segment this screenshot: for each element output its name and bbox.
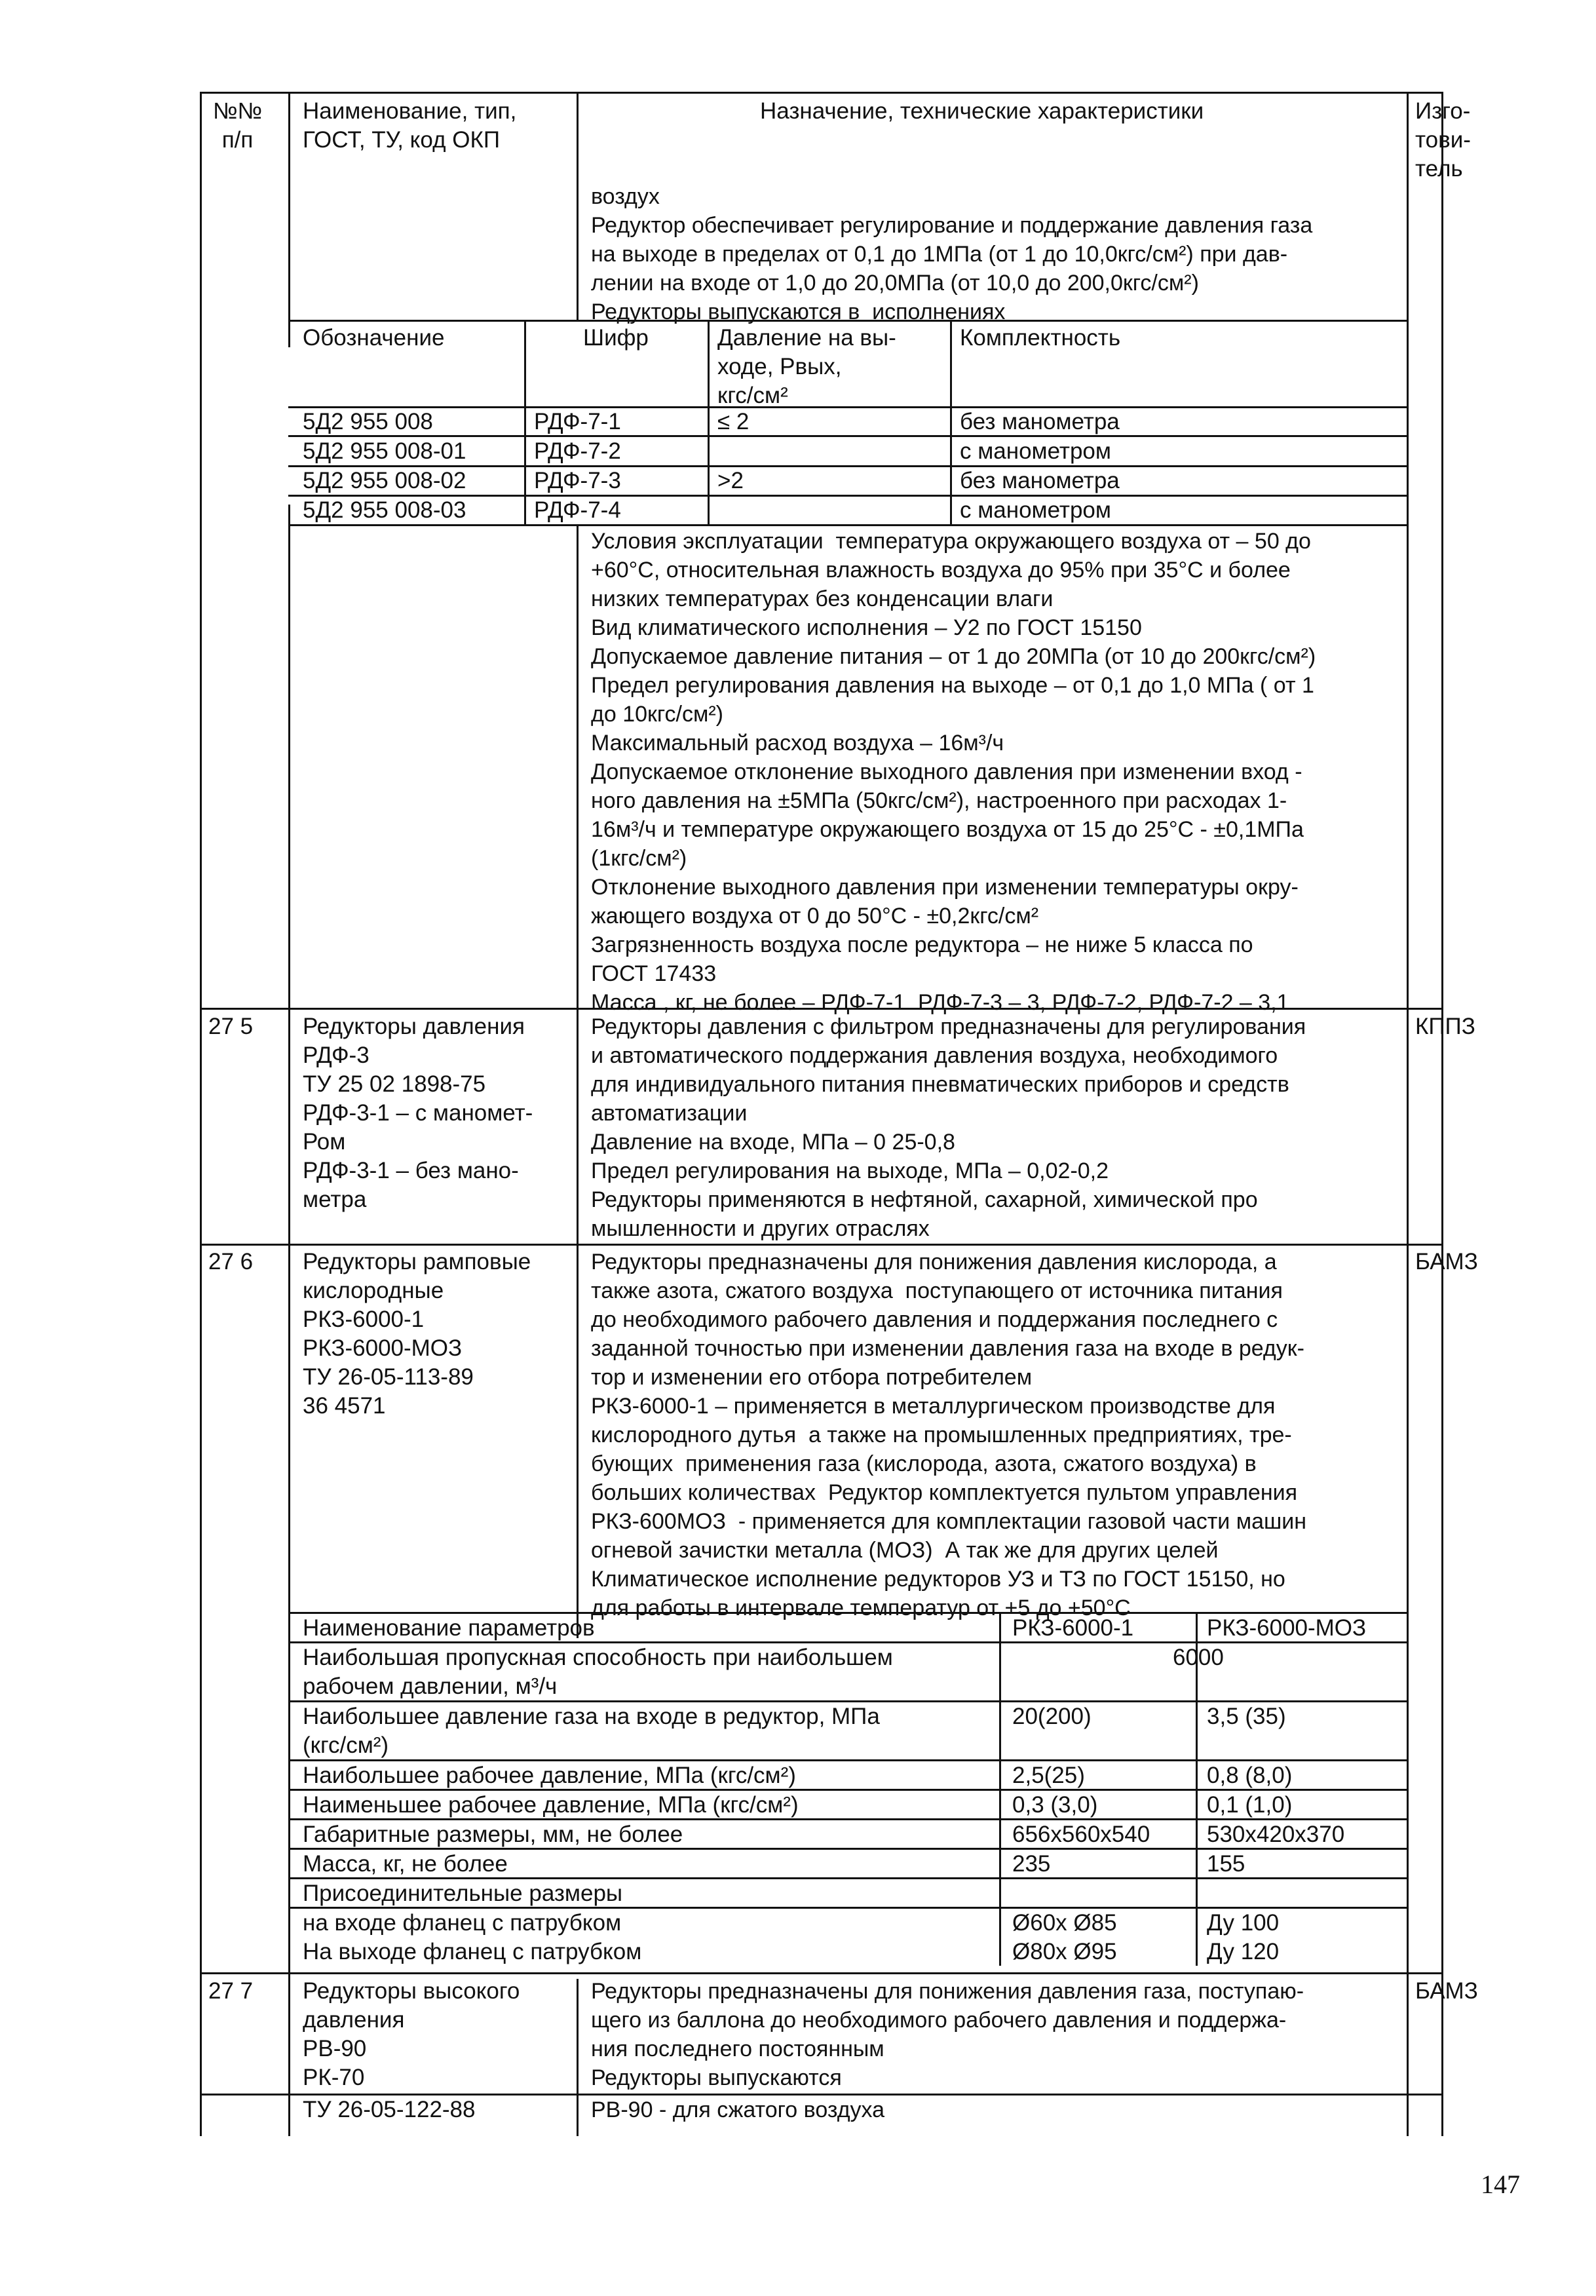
table-row-cell: с манометром <box>960 497 1111 523</box>
entry-name: Редукторы высокого давления РВ-90 РК-70 <box>303 1978 520 2090</box>
entry-description: Редукторы предназначены для понижения давления кислорода, а также азота, сжатого воздуха поступающего от источника питания до необходимого рабочего давления и поддержания последнего с заданной точностью при изменении давления газа на входе в редук- тор и изменении его отбора потребителем РКЗ-6000-1 – применяется в металлургическом производстве для кислородного дутья а также на промышленных предприятиях, тре- бующих применения газа (кислорода, азота, сжатого воздуха) в больших количествах Редуктор комплектуется пультом управления РКЗ-600МОЗ - применяется для комплектации газовой части машин огневой зачистки металла (МОЗ) А так же для других целей Климатическое исполнение редукторов УЗ и ТЗ по ГОСТ 15150, но для работы в интервале температур от +5 до +50°С <box>591 1250 1307 1620</box>
param-value: 3,5 (35) <box>1207 1704 1286 1729</box>
entry-maker: БАМЗ <box>1415 1249 1478 1274</box>
param-value: 235 <box>1012 1851 1051 1877</box>
table-border <box>708 320 710 524</box>
entry-description: Редукторы давления с фильтром предназначены для регулирования и автоматического поддержания давления воздуха, необходимого для индивидуального питания пневматических приборов и средств автоматизации Давление на входе, МПа – 0 25-0,8 Предел регулирования на выходе, МПа – 0,02-0,2 Редукторы применяются в нефтяной, сахарной, химической про мышленности и других отраслях <box>591 1014 1306 1241</box>
table-row-cell: 5Д2 955 008-02 <box>303 468 466 493</box>
table-row-cell: РДФ-7-2 <box>534 438 621 464</box>
param-label: Наибольшее рабочее давление, МПа (кгс/см²) <box>303 1763 796 1788</box>
param-value: Ø60x Ø85 Ø80x Ø95 <box>1012 1910 1117 1964</box>
entry-number: 27 6 <box>208 1249 254 1274</box>
param-value: 0,3 (3,0) <box>1012 1792 1098 1818</box>
entry-number: 27 7 <box>208 1978 254 2004</box>
param-value: 20(200) <box>1012 1704 1092 1729</box>
param-label: Габаритные размеры, мм, не более <box>303 1822 683 1847</box>
header-name: Наименование, тип, ГОСТ, ТУ, код ОКП <box>303 98 517 153</box>
entry-name: Редукторы рамповые кислородные РКЗ-6000-1 РКЗ-6000-МОЗ ТУ 26-05-113-89 36 4571 <box>303 1249 531 1419</box>
table-row-cell: с манометром <box>960 438 1111 464</box>
table-border <box>1441 92 1443 2136</box>
rdf-header-pressure: Давление на вы- ходе, Рвых, кгс/см² <box>717 325 896 408</box>
table-border <box>577 92 579 321</box>
param-label: Масса, кг, не более <box>303 1851 508 1877</box>
param-label: на входе фланец с патрубком На выходе фланец с патрубком <box>303 1910 642 1964</box>
entry-maker: КППЗ <box>1415 1014 1475 1039</box>
param-value: 155 <box>1207 1851 1245 1877</box>
table-row-cell: без манометра <box>960 468 1120 493</box>
param-value: 530x420x370 <box>1207 1822 1345 1847</box>
entry-number: 27 5 <box>208 1014 254 1039</box>
entry-description: Редукторы предназначены для понижения давления газа, поступаю- щего из баллона до необходимого рабочего давления и поддержа- ния последнего постоянным Редукторы выпускаются <box>591 1979 1304 2090</box>
entry-description: РВ-90 - для сжатого воздуха <box>591 2097 885 2122</box>
table-border <box>1407 92 1409 2136</box>
param-value: 0,8 (8,0) <box>1207 1763 1293 1788</box>
param-value: 656x560x540 <box>1012 1822 1150 1847</box>
table-border <box>200 92 202 2136</box>
param-value: 2,5(25) <box>1012 1763 1085 1788</box>
table-border <box>950 320 952 524</box>
params-header-model1: РКЗ-6000-1 <box>1012 1615 1134 1641</box>
param-value: 6000 <box>1173 1645 1224 1670</box>
page-number: 147 <box>1481 2170 1520 2199</box>
table-row-cell: 5Д2 955 008-01 <box>303 438 466 464</box>
table-row-cell: РДФ-7-4 <box>534 497 621 523</box>
operating-conditions: Условия эксплуатации температура окружающего воздуха от – 50 до +60°С, относительная влажность воздуха до 95% при 35°С и более низких температурах без конденсации влаги Вид климатического исполнения – У2 по ГОСТ 15150 Допускаемое давление питания – от 1 до 20МПа (от 10 до 200кгс/см²) Предел регулирования давления на выходе – от 0,1 до 1,0 МПа ( от 1 до 10кгс/см²) Максимальный расход воздуха – 16м³/ч Допускаемое отклонение выходного давления при изменении вход - ного давления на ±5МПа (50кгс/см²), настроенного при расходах 1- 16м³/ч и температуре окружающего воздуха от 15 до 25°С - ±0,1МПа (1кгс/см²) Отклонение выходного давления при изменении температуры окру- жающего воздуха от 0 до 50°С - ±0,2кгс/см² Загрязненность воздуха после редуктора – не ниже 5 класса по ГОСТ 17433 Масса , кг, не более – РДФ-7-1 РДФ-7-3 – 3, РДФ-7-2, РДФ-7-2 – 3,1 <box>591 529 1316 1015</box>
rdf-header-designation: Обозначение <box>303 325 445 351</box>
header-maker: Изго- тови- тель <box>1415 98 1471 182</box>
param-value: Ду 100 Ду 120 <box>1207 1910 1280 1964</box>
param-label: Наибольшее давление газа на входе в редуктор, МПа (кгс/см²) <box>303 1704 880 1758</box>
header-num: №№ п/п <box>213 98 263 153</box>
entry-maker: БАМЗ <box>1415 1978 1478 2004</box>
params-header-name: Наименование параметров <box>303 1615 595 1641</box>
table-row-cell: >2 <box>717 468 744 493</box>
table-row-cell: РДФ-7-1 <box>534 409 621 434</box>
table-border <box>288 92 290 347</box>
table-border <box>200 92 1443 94</box>
table-border <box>577 524 579 1638</box>
table-row-cell: РДФ-7-3 <box>534 468 621 493</box>
header-purpose: Назначение, технические характеристики <box>760 98 1204 124</box>
params-header-model2: РКЗ-6000-МОЗ <box>1207 1615 1367 1641</box>
table-border <box>999 1612 1001 1966</box>
table-row-cell: ≤ 2 <box>717 409 750 434</box>
entry-name: ТУ 26-05-122-88 <box>303 2097 476 2122</box>
table-row-cell: 5Д2 955 008-03 <box>303 497 466 523</box>
param-label: Наименьшее рабочее давление, МПа (кгс/см²) <box>303 1792 799 1818</box>
entry-name: Редукторы давления РДФ-3 ТУ 25 02 1898-75 РДФ-3-1 – с маномет- Ром РДФ-3-1 – без мано- метра <box>303 1014 533 1212</box>
continued-description: воздух Редуктор обеспечивает регулирование и поддержание давления газа на выходе в пределах от 0,1 до 1МПа (от 1 до 10,0кгс/см²) при дав- лении на входе от 1,0 до 20,0МПа (от 10,0 до 200,0кгс/см²) Редукторы выпускаются в исполнениях <box>591 184 1313 324</box>
rdf-header-completeness: Комплектность <box>960 325 1121 351</box>
table-border <box>524 320 526 524</box>
param-value: 0,1 (1,0) <box>1207 1792 1293 1818</box>
rdf-header-code: Шифр <box>583 325 649 351</box>
param-label: Присоединительные размеры <box>303 1881 623 1906</box>
param-label: Наибольшая пропускная способность при наибольшем рабочем давлении, м³/ч <box>303 1645 893 1699</box>
table-border <box>577 1979 579 2136</box>
table-row-cell: без манометра <box>960 409 1120 434</box>
table-border <box>200 1972 1443 1974</box>
table-border <box>200 1244 1443 1246</box>
table-row-cell: 5Д2 955 008 <box>303 409 433 434</box>
table-border <box>288 505 290 2136</box>
